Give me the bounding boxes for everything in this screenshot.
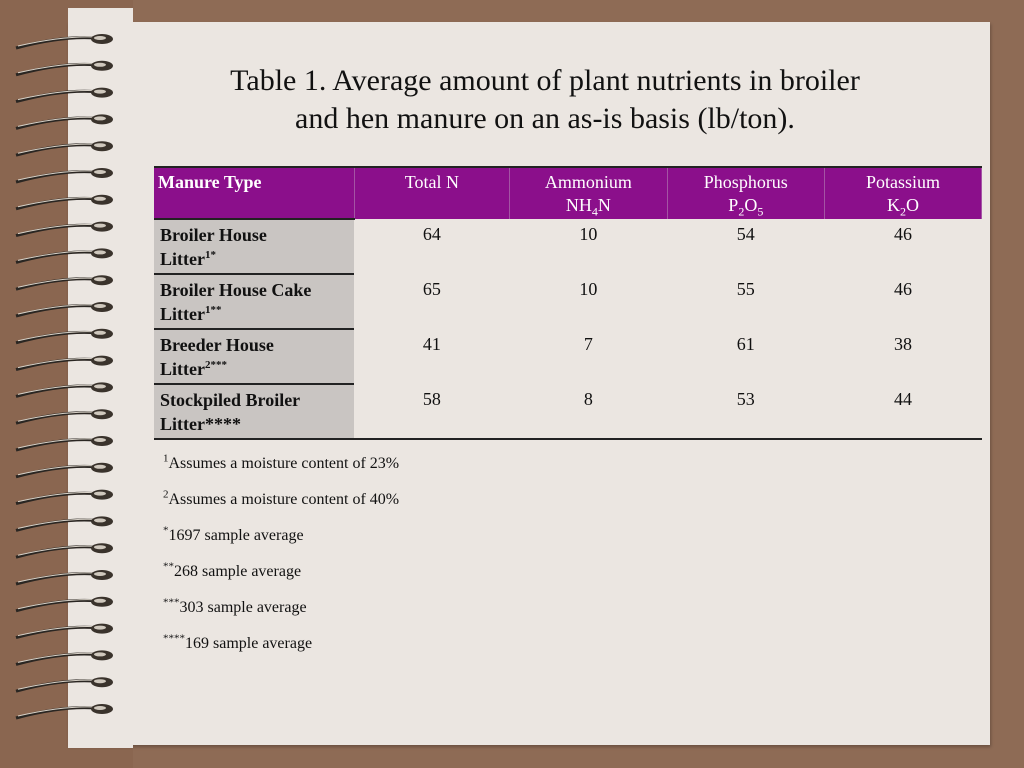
coil-shine (94, 599, 106, 603)
table-row (154, 329, 982, 384)
footnote: $^1$Assumes a moisture content of 23% (163, 452, 400, 472)
header-ammonium: Ammonium $NH_4N$ (510, 167, 667, 219)
cell-potassium: 44 (824, 384, 981, 439)
coil-shine (94, 36, 106, 40)
table-row (154, 384, 982, 439)
header-total-n: Total N (354, 167, 510, 219)
coil-shine (94, 116, 106, 120)
table-row (154, 219, 982, 274)
cell-total-n: 58 (354, 384, 510, 439)
cell-ammonium: 8 (510, 384, 667, 439)
coil-shine (94, 626, 106, 630)
row-label: Breeder House Litter$^{2***}$ (154, 329, 354, 384)
coil-shine (94, 545, 106, 549)
title-line-2: and hen manure on an as-is basis (lb/ton). (295, 102, 795, 135)
row-label: Broiler House Cake Litter$^{1**}$ (154, 274, 354, 329)
coil-shine (94, 465, 106, 469)
row-label: Broiler House Litter$^{1*}$ (154, 219, 354, 274)
cell-phosphorus: 61 (736, 334, 755, 354)
cell-potassium: 46 (893, 279, 912, 299)
coil-shine (94, 492, 106, 496)
coil-shine (94, 358, 106, 362)
coil-shine (94, 170, 106, 174)
coil-shine (94, 331, 106, 335)
coil-shine (94, 250, 106, 254)
cell-ammonium: 7 (583, 334, 593, 354)
cell-total-n: 65 (422, 279, 441, 299)
coil-shine (94, 384, 106, 388)
coil-shine (94, 277, 106, 281)
header-potassium: Potassium $K_2O$ (824, 167, 981, 219)
title-line-1: Table 1. Average amount of plant nutrients in broiler (230, 64, 860, 97)
table-header-row (154, 167, 982, 219)
table-row (154, 274, 982, 329)
coil-shine (94, 572, 106, 576)
coil-shine (94, 90, 106, 94)
header-manure-type: Manure Type (154, 167, 354, 219)
footnote: ***303 sample average (163, 596, 307, 616)
footnotes (163, 452, 399, 668)
row-label: Stockpiled Broiler Litter**** (154, 384, 354, 439)
spiral-binding-icon (8, 30, 118, 740)
coil-shine (94, 224, 106, 228)
footnote: *1697 sample average (163, 524, 304, 544)
cell-phosphorus: 53 (667, 384, 824, 439)
coil-shine (94, 438, 106, 442)
coil-shine (94, 652, 106, 656)
cell-ammonium: 10 (579, 279, 598, 299)
cell-potassium: 46 (893, 224, 912, 244)
cell-phosphorus: 54 (736, 224, 755, 244)
header-phosphorus: Phosphorus $P_2O_5$ (667, 167, 824, 219)
footnote: **268 sample average (163, 560, 302, 580)
cell-potassium: 38 (893, 334, 912, 354)
coil-shine (94, 143, 106, 147)
coil-shine (94, 411, 106, 415)
coil-shine (94, 197, 106, 201)
footnote: $^2$Assumes a moisture content of 40% (163, 488, 400, 508)
cell-total-n: 64 (422, 224, 441, 244)
nutrient-table (154, 166, 982, 440)
footnote: ****169 sample average (163, 632, 313, 652)
cell-ammonium: 10 (579, 224, 598, 244)
coil-shine (94, 518, 106, 522)
coil-shine (94, 304, 106, 308)
cell-total-n: 41 (422, 334, 441, 354)
cell-phosphorus: 55 (736, 279, 755, 299)
slide-title (140, 62, 950, 138)
coil-shine (94, 63, 106, 67)
coil-shine (94, 706, 106, 710)
coil-shine (94, 679, 106, 683)
